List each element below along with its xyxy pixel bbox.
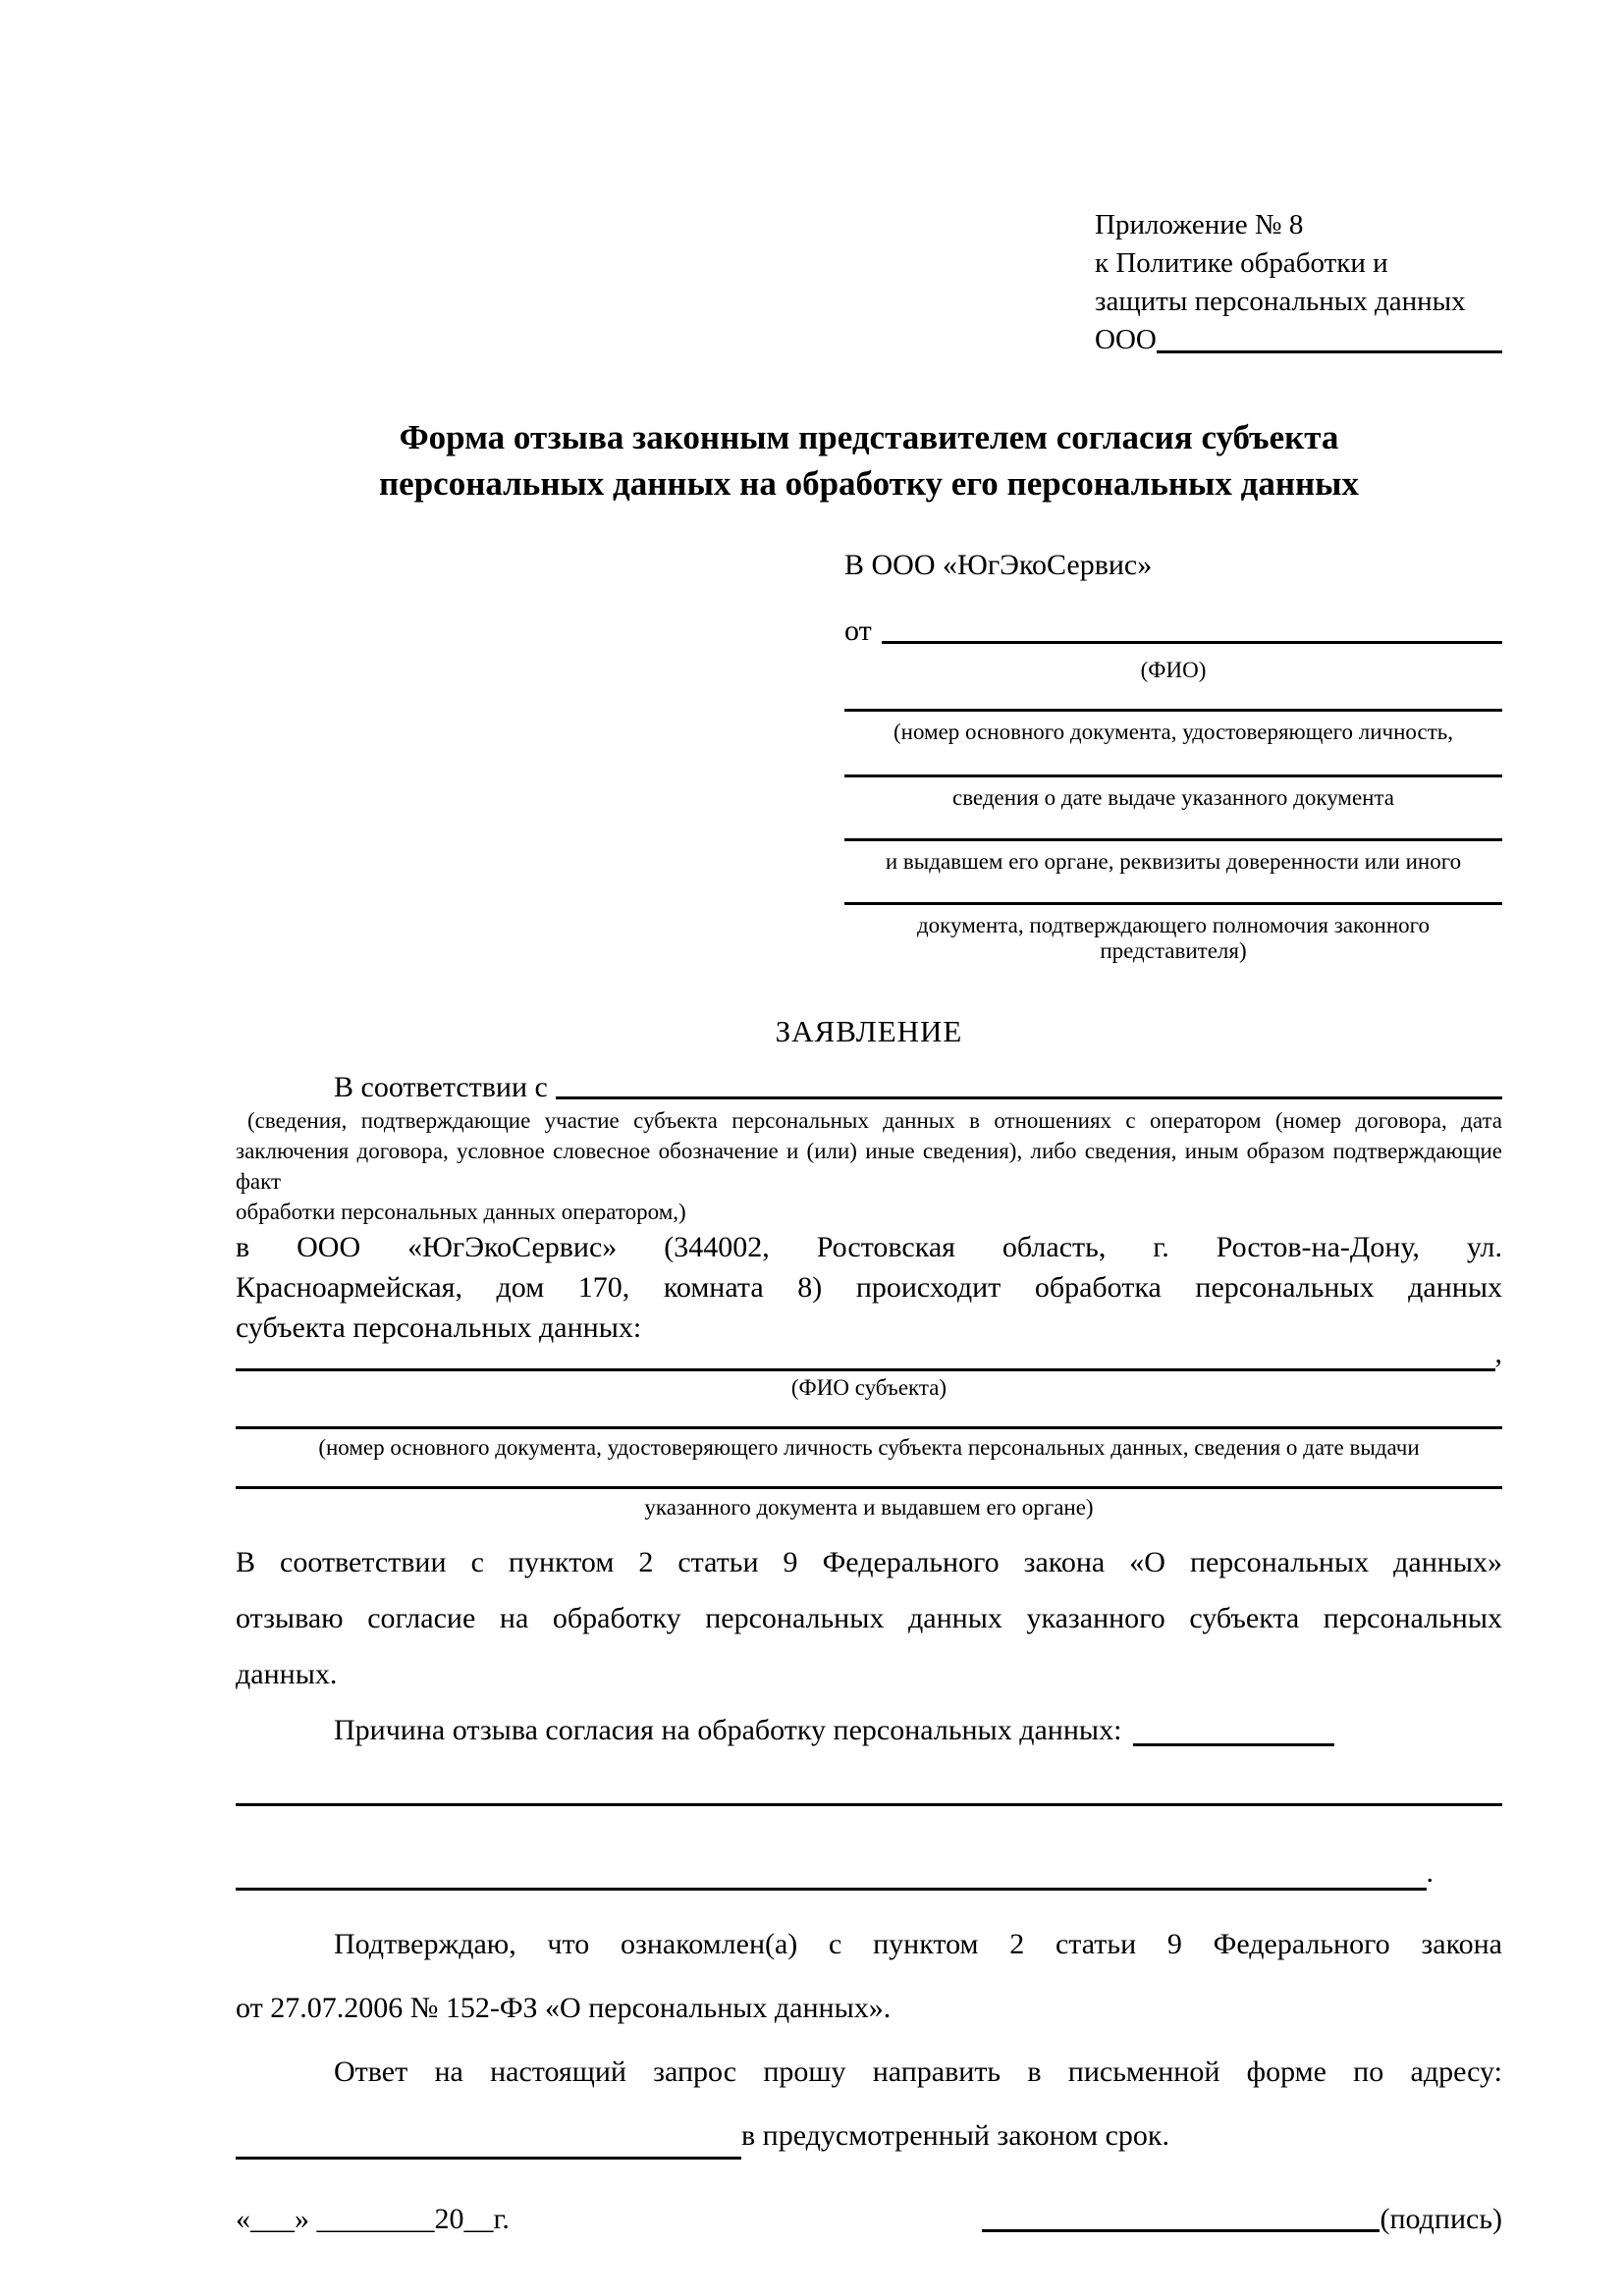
subject-fields — [236, 1337, 1502, 1521]
addressee-blank-line-2 — [844, 774, 1502, 777]
from-label: от — [844, 614, 872, 647]
confirm-line-1: Подтверждаю, что ознакомлен(а) с пунктом 2 статьи 9 Федерального закона — [334, 1928, 1502, 1960]
response-address-blank-line — [236, 2157, 741, 2160]
annex-line-2: к Политике обработки и — [1095, 247, 1388, 279]
note-line-2: заключения договора, условное словесное обозначение и (или) иные сведения), либо сведения, иным образом подтверждающие факт — [236, 1139, 1502, 1194]
from-blank-line — [882, 641, 1502, 644]
addressee-organization: В ООО «ЮгЭкоСервис» — [844, 549, 1153, 581]
subject-doc-blank-line-2 — [236, 1486, 1502, 1489]
response-paragraph — [236, 2040, 1502, 2167]
subject-fio-blank-line — [236, 1368, 1495, 1371]
confirm-line-2: от 27.07.2006 № 152-ФЗ «О персональных данных». — [236, 1992, 892, 2024]
withdraw-line-2: отзываю согласие на обработку персональных данных указанного субъекта персональных — [236, 1602, 1502, 1634]
operator-line-1: в ООО «ЮгЭкоСервис» (344002, Ростовская область, г. Ростов-на-Дону, ул. — [236, 1231, 1502, 1263]
annex-ooo-row — [1095, 321, 1502, 359]
annex-block — [1095, 206, 1502, 359]
withdraw-paragraph — [236, 1534, 1502, 1702]
response-line-1: Ответ на настоящий запрос прошу направить в письменной форме по адресу: — [334, 2056, 1502, 2088]
addressee-blank-line-3 — [844, 838, 1502, 841]
from-row — [844, 613, 1502, 650]
title-line-1: Форма отзыва законным представителем согласия субъекта — [399, 418, 1339, 456]
date-blank: «___» ________20__г. — [236, 2203, 510, 2235]
subject-fio-caption: (ФИО субъекта) — [790, 1375, 947, 1400]
footer-row — [236, 2199, 1502, 2239]
operator-paragraph — [236, 1227, 1502, 1348]
annex-ooo-label: ООО — [1095, 324, 1157, 355]
subject-doc-blank-line-1 — [236, 1426, 1502, 1429]
subject-doc-caption-2: указанного документа и выдавшем его органе) — [644, 1495, 1094, 1520]
annex-ooo-blank-line — [1157, 350, 1502, 353]
accordance-row — [236, 1070, 1502, 1105]
note-line-1: (сведения, подтверждающие участие субъекта персональных данных в отношениях с оператором (номер договора, дата — [247, 1108, 1502, 1133]
response-address-row — [236, 2104, 1502, 2167]
reason-label: Причина отзыва согласия на обработку персональных данных: — [334, 1714, 1122, 1746]
accordance-note — [236, 1105, 1502, 1227]
document-title — [236, 414, 1502, 507]
note-line-3: обработки персональных данных оператором,) — [236, 1200, 686, 1224]
addressee-blank-line-4 — [844, 902, 1502, 905]
subject-fio-comma: , — [1494, 1337, 1502, 1369]
addressee-field-caption-4: документа, подтверждающего полномочия законного представителя) — [916, 913, 1430, 963]
reason-period: . — [1426, 1856, 1434, 1889]
addressee-blank-line-1 — [844, 709, 1502, 712]
addressee-block — [844, 548, 1502, 964]
subject-doc-caption-1: (номер основного документа, удостоверяющего личность субъекта персональных данных, сведения о дате выдачи — [318, 1435, 1420, 1460]
reason-row — [236, 1702, 1502, 1758]
title-line-2: персональных данных на обработку его персональных данных — [379, 464, 1359, 503]
signature-caption: (подпись) — [1380, 2203, 1502, 2235]
signature-group — [982, 2199, 1502, 2239]
reason-short-blank-line — [1133, 1743, 1334, 1746]
signature-blank-line — [982, 2229, 1380, 2232]
reason-blank-line-2 — [236, 1888, 1427, 1891]
response-line-2-suffix: в предусмотренный законом срок. — [741, 2119, 1169, 2152]
annex-line-3: защиты персональных данных — [1095, 286, 1466, 317]
reason-blank-line-1 — [236, 1803, 1502, 1806]
statement-heading: ЗАЯВЛЕНИЕ — [775, 1014, 963, 1048]
withdraw-line-1: В соответствии с пунктом 2 статьи 9 Федерального закона «О персональных данных» — [236, 1546, 1502, 1578]
accordance-blank-line — [556, 1096, 1502, 1099]
addressee-field-caption-3: и выдавшем его органе, реквизиты доверенности или иного — [885, 849, 1462, 874]
reason-blank-line-2-row — [236, 1856, 1434, 1893]
operator-line-2: Красноармейская, дом 170, комната 8) происходит обработка персональных данных — [236, 1271, 1502, 1304]
accordance-label: В соответствии с — [334, 1071, 548, 1103]
operator-line-3: субъекта персональных данных: — [236, 1311, 642, 1344]
addressee-field-caption-2: сведения о дате выдаче указанного документа — [951, 785, 1395, 810]
addressee-field-caption-1: (номер основного документа, удостоверяющего личность, — [893, 720, 1453, 744]
subject-fio-row — [236, 1337, 1502, 1373]
fio-caption: (ФИО) — [1140, 658, 1207, 682]
confirm-paragraph — [236, 1912, 1502, 2040]
withdraw-line-3: данных. — [236, 1658, 338, 1690]
annex-line-1: Приложение № 8 — [1095, 209, 1304, 240]
